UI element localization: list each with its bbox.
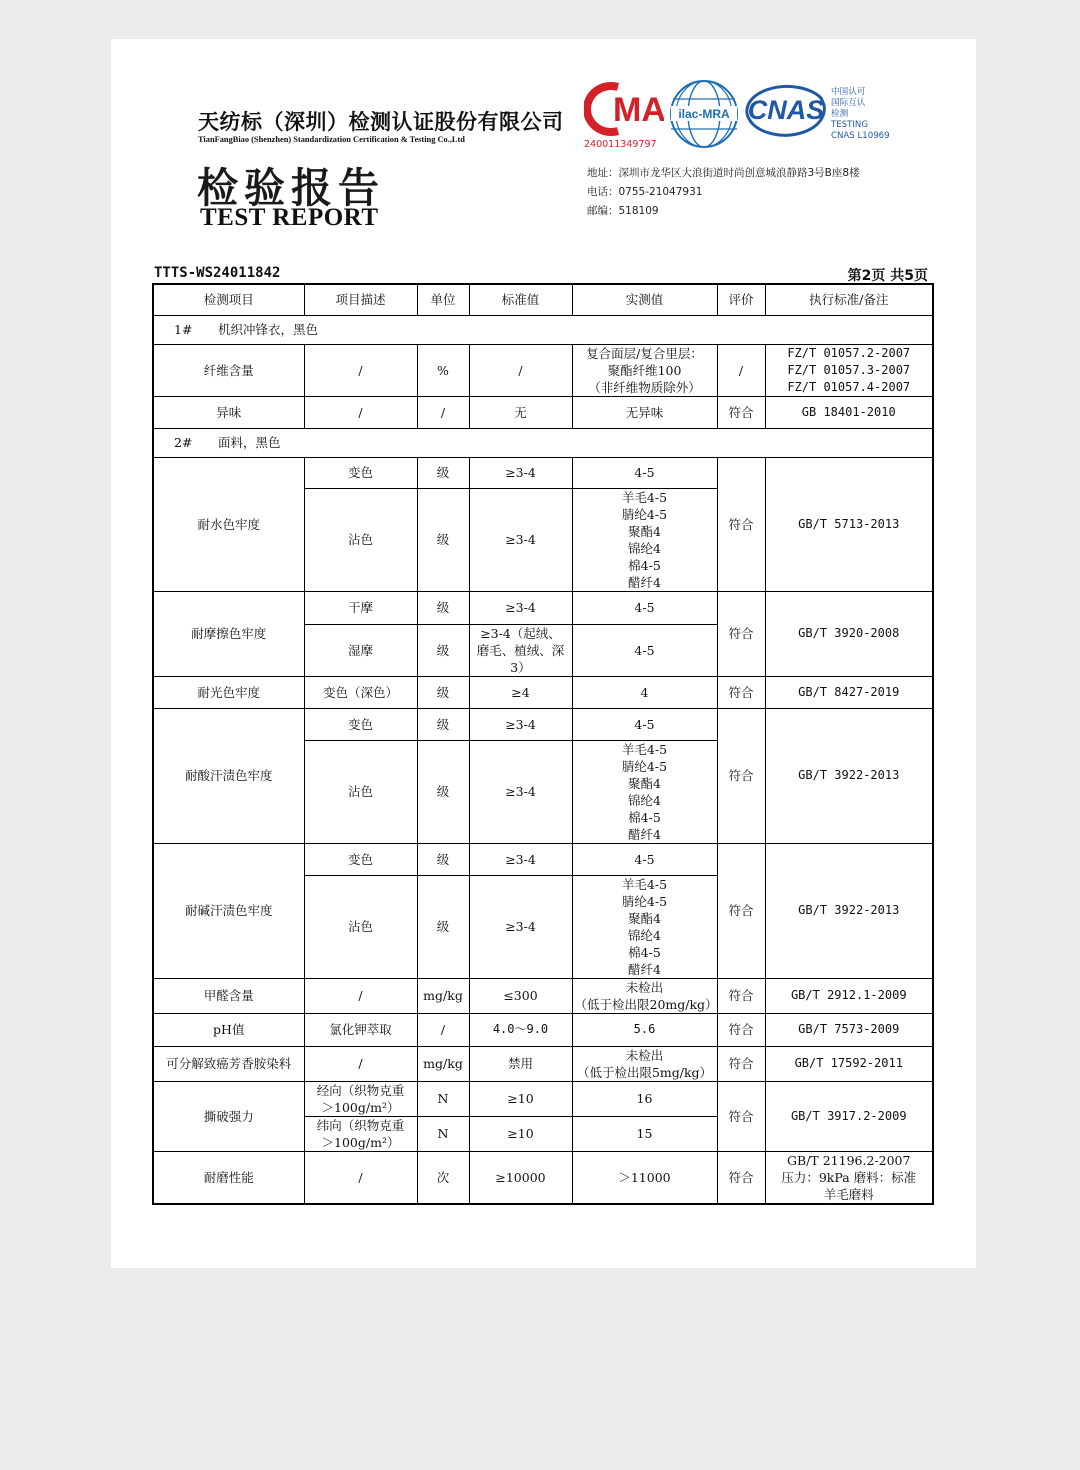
unit: / — [417, 396, 469, 428]
section-label — [153, 428, 933, 457]
ilac-globe-icon — [669, 77, 739, 151]
section-title: 面料，黑色 — [218, 435, 281, 450]
unit: / — [417, 1013, 469, 1046]
evaluation: 符合 — [717, 1151, 765, 1204]
cma-logo-icon — [584, 81, 664, 137]
cnas-caption-line: CNAS L10969 — [831, 131, 890, 141]
table-row — [153, 344, 933, 396]
test-description: 沾色 — [304, 488, 417, 591]
method-standard: GB/T 3922-2013 — [765, 708, 933, 843]
table-row — [153, 1081, 933, 1116]
standard-value: ≤300 — [469, 978, 572, 1013]
measured-value: 4-5 — [572, 843, 717, 875]
lab-address: 地址：深圳市龙华区大浪街道时尚创意城浪静路3号B座8楼 — [587, 167, 860, 179]
method-standard: GB/T 3920-2008 — [765, 591, 933, 676]
page-indicator: 第2页 共5页 — [847, 268, 928, 284]
column-header: 标准值 — [469, 284, 572, 315]
method-standard: GB/T 2912.1-2009 — [765, 978, 933, 1013]
measured-value: 羊毛4-5 腈纶4-5 聚酯4 锦纶4 棉4-5 醋纤4 — [572, 875, 717, 978]
unit: 级 — [417, 740, 469, 843]
test-item: pH值 — [153, 1013, 304, 1046]
cma-number: 240011349797 — [584, 139, 657, 150]
standard-value: 禁用 — [469, 1046, 572, 1081]
report-page — [111, 39, 976, 1268]
section-number: 2# — [174, 435, 193, 450]
report-title-en: TEST REPORT — [200, 204, 379, 231]
measured-value: 4-5 — [572, 708, 717, 740]
section-row — [153, 428, 933, 457]
test-description: 纬向（织物克重 ＞100g/m²） — [304, 1116, 417, 1151]
measured-value: 16 — [572, 1081, 717, 1116]
unit: mg/kg — [417, 978, 469, 1013]
test-description: / — [304, 1151, 417, 1204]
unit: 级 — [417, 457, 469, 488]
measured-value: 羊毛4-5 腈纶4-5 聚酯4 锦纶4 棉4-5 醋纤4 — [572, 488, 717, 591]
method-standard: GB/T 5713-2013 — [765, 457, 933, 591]
standard-value: ≥10000 — [469, 1151, 572, 1204]
measured-value: 无异味 — [572, 396, 717, 428]
test-item: 异味 — [153, 396, 304, 428]
unit: mg/kg — [417, 1046, 469, 1081]
ilac-logo-text: ilac-MRA — [678, 107, 730, 121]
unit: 级 — [417, 843, 469, 875]
evaluation: 符合 — [717, 1046, 765, 1081]
method-standard: GB/T 3917.2-2009 — [765, 1081, 933, 1151]
unit: N — [417, 1116, 469, 1151]
column-header: 单位 — [417, 284, 469, 315]
test-description: 湿摩 — [304, 624, 417, 676]
test-item: 耐碱汗渍色牢度 — [153, 843, 304, 978]
column-header: 实测值 — [572, 284, 717, 315]
column-header: 评价 — [717, 284, 765, 315]
lab-postcode: 邮编：518109 — [587, 205, 659, 217]
test-item: 撕破强力 — [153, 1081, 304, 1151]
table-row — [153, 708, 933, 740]
company-name-cn: 天纺标（深圳）检测认证股份有限公司 — [198, 109, 564, 134]
method-standard: GB/T 7573-2009 — [765, 1013, 933, 1046]
cnas-logo-text: CNAS — [747, 95, 825, 125]
evaluation: 符合 — [717, 676, 765, 708]
unit: % — [417, 344, 469, 396]
unit: 次 — [417, 1151, 469, 1204]
standard-value: ≥3-4 — [469, 591, 572, 624]
method-standard: GB 18401-2010 — [765, 396, 933, 428]
table-row — [153, 676, 933, 708]
test-description: 氯化钾萃取 — [304, 1013, 417, 1046]
standard-value: ≥3-4 — [469, 708, 572, 740]
ilac-mra-logo — [669, 77, 739, 151]
report-number: TTTS-WS24011842 — [154, 265, 281, 281]
test-description: 干摩 — [304, 591, 417, 624]
standard-value: ≥3-4 — [469, 457, 572, 488]
section-label — [153, 315, 933, 344]
standard-value: ≥3-4 — [469, 843, 572, 875]
method-standard: GB/T 8427-2019 — [765, 676, 933, 708]
measured-value: 4-5 — [572, 457, 717, 488]
table-header-row — [153, 284, 933, 315]
measured-value: 羊毛4-5 腈纶4-5 聚酯4 锦纶4 棉4-5 醋纤4 — [572, 740, 717, 843]
measured-value: 4 — [572, 676, 717, 708]
evaluation: 符合 — [717, 1013, 765, 1046]
test-item: 耐磨性能 — [153, 1151, 304, 1204]
test-item: 耐酸汗渍色牢度 — [153, 708, 304, 843]
standard-value: 无 — [469, 396, 572, 428]
cma-logo-text: MA — [613, 91, 664, 129]
unit: 级 — [417, 875, 469, 978]
cnas-logo-icon — [744, 83, 828, 137]
standard-value: ≥3-4 — [469, 875, 572, 978]
table-row — [153, 591, 933, 624]
test-description: 变色 — [304, 843, 417, 875]
table-row — [153, 978, 933, 1013]
test-description: 经向（织物克重 ＞100g/m²） — [304, 1081, 417, 1116]
cnas-caption-line: 国际互认 — [831, 98, 866, 108]
test-results-table — [152, 283, 934, 1205]
column-header: 检测项目 — [153, 284, 304, 315]
evaluation: 符合 — [717, 457, 765, 591]
measured-value: 4-5 — [572, 591, 717, 624]
cnas-caption — [831, 87, 890, 142]
evaluation: 符合 — [717, 396, 765, 428]
unit: 级 — [417, 676, 469, 708]
test-description: 变色 — [304, 708, 417, 740]
cma-logo — [584, 81, 664, 151]
lab-phone: 电话：0755-21047931 — [587, 186, 703, 198]
evaluation: 符合 — [717, 708, 765, 843]
table-row — [153, 457, 933, 488]
table-row — [153, 1046, 933, 1081]
table-row — [153, 1013, 933, 1046]
measured-value: 未检出 （低于检出限5mg/kg） — [572, 1046, 717, 1081]
evaluation: 符合 — [717, 1081, 765, 1151]
measured-value: 复合面层/复合里层： 聚酯纤维100 （非纤维物质除外） — [572, 344, 717, 396]
test-item: 耐摩擦色牢度 — [153, 591, 304, 676]
method-standard: GB/T 21196.2-2007 压力：9kPa 磨料：标准 羊毛磨料 — [765, 1151, 933, 1204]
table-row — [153, 843, 933, 875]
section-number: 1# — [174, 322, 193, 337]
test-item: 甲醛含量 — [153, 978, 304, 1013]
test-description: / — [304, 1046, 417, 1081]
report-title-cn: 检验报告 — [197, 164, 385, 212]
unit: 级 — [417, 488, 469, 591]
standard-value: ≥3-4 — [469, 740, 572, 843]
test-description: 沾色 — [304, 740, 417, 843]
unit: 级 — [417, 624, 469, 676]
standard-value: ≥3-4 — [469, 488, 572, 591]
evaluation: / — [717, 344, 765, 396]
standard-value: 4.0～9.0 — [469, 1013, 572, 1046]
test-item: 耐光色牢度 — [153, 676, 304, 708]
cnas-caption-line: TESTING — [831, 120, 869, 130]
table-row — [153, 396, 933, 428]
measured-value: 15 — [572, 1116, 717, 1151]
unit: N — [417, 1081, 469, 1116]
method-standard: GB/T 3922-2013 — [765, 843, 933, 978]
standard-value: ≥10 — [469, 1081, 572, 1116]
test-description: / — [304, 344, 417, 396]
cnas-caption-line: 检测 — [831, 109, 849, 119]
evaluation: 符合 — [717, 843, 765, 978]
cnas-logo — [744, 83, 834, 143]
method-standard: GB/T 17592-2011 — [765, 1046, 933, 1081]
standard-value: ≥4 — [469, 676, 572, 708]
unit: 级 — [417, 591, 469, 624]
measured-value: 未检出 （低于检出限20mg/kg） — [572, 978, 717, 1013]
test-description: / — [304, 396, 417, 428]
section-title: 机织冲锋衣，黑色 — [218, 322, 319, 337]
method-standard: FZ/T 01057.2-2007 FZ/T 01057.3-2007 FZ/T 01057.4-2007 — [765, 344, 933, 396]
evaluation: 符合 — [717, 978, 765, 1013]
measured-value: ＞11000 — [572, 1151, 717, 1204]
standard-value: ≥10 — [469, 1116, 572, 1151]
test-description: 变色 — [304, 457, 417, 488]
test-description: 沾色 — [304, 875, 417, 978]
standard-value: ≥3-4（起绒、 磨毛、植绒、深 3） — [469, 624, 572, 676]
test-description: 变色（深色） — [304, 676, 417, 708]
unit: 级 — [417, 708, 469, 740]
test-description: / — [304, 978, 417, 1013]
column-header: 项目描述 — [304, 284, 417, 315]
column-header: 执行标准/备注 — [765, 284, 933, 315]
test-item: 纤维含量 — [153, 344, 304, 396]
table-row — [153, 1151, 933, 1204]
evaluation: 符合 — [717, 591, 765, 676]
cnas-caption-line: 中国认可 — [831, 87, 866, 97]
section-row — [153, 315, 933, 344]
measured-value: 4-5 — [572, 624, 717, 676]
company-name-en: TianFangBiao (Shenzhen) Standardization Certification & Testing Co.,Ltd — [198, 135, 465, 144]
standard-value: / — [469, 344, 572, 396]
test-item: 可分解致癌芳香胺染料 — [153, 1046, 304, 1081]
measured-value: 5.6 — [572, 1013, 717, 1046]
test-item: 耐水色牢度 — [153, 457, 304, 591]
